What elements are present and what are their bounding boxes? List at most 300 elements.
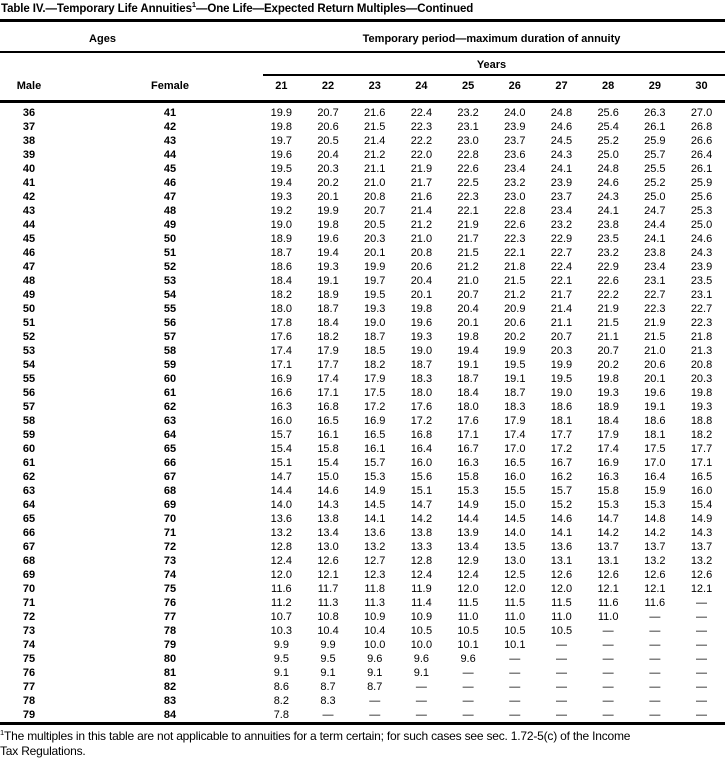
multiple-value-cell: 13.7 <box>644 541 666 553</box>
multiple-value-cell: 20.2 <box>504 331 526 343</box>
multiple-value-cell: 13.2 <box>644 555 666 567</box>
multiple-value-cell: 18.5 <box>364 345 386 357</box>
male-age-cell: 55 <box>22 373 36 385</box>
multiple-value-cell: 25.5 <box>644 163 666 175</box>
multiple-value-cell: 19.3 <box>317 261 339 273</box>
multiple-value-cell: 21.8 <box>690 331 713 343</box>
multiple-value-cell: 22.1 <box>457 205 479 217</box>
multiple-value-cell: 19.3 <box>270 191 293 203</box>
multiple-value-cell: 16.0 <box>410 457 433 469</box>
multiple-value-cell: 13.0 <box>317 541 339 553</box>
multiple-value-cell: 24.6 <box>690 233 713 245</box>
multiple-value-cell: 20.6 <box>644 359 666 371</box>
multiple-value-cell: 12.1 <box>644 583 666 595</box>
multiple-value-cell: 14.2 <box>597 527 619 539</box>
multiple-value-cell: 26.3 <box>644 107 666 119</box>
multiple-value-cell: 17.4 <box>270 345 293 357</box>
multiple-value-cell: 20.5 <box>317 135 339 147</box>
multiple-value-cell: 21.2 <box>457 261 479 273</box>
multiple-value-cell: 23.1 <box>690 289 713 301</box>
multiple-value-cell: 23.4 <box>550 205 573 217</box>
multiple-value-cell: — <box>649 611 661 623</box>
multiple-value-cell: — <box>555 667 567 679</box>
male-age-cell: 50 <box>22 303 36 315</box>
multiple-value-cell: 15.0 <box>504 499 526 511</box>
multiple-value-cell: 24.3 <box>690 247 713 259</box>
header-rule <box>0 51 725 53</box>
multiple-value-cell: 11.0 <box>597 611 619 623</box>
multiple-value-cell: 14.6 <box>317 485 339 497</box>
male-age-cell: 60 <box>22 443 36 455</box>
multiple-value-cell: 16.3 <box>457 457 479 469</box>
female-age-cell: 78 <box>163 625 177 637</box>
multiple-value-cell: 19.1 <box>644 401 666 413</box>
female-age-cell: 73 <box>163 555 177 567</box>
multiple-value-cell: 11.7 <box>317 583 339 595</box>
multiple-value-cell: 11.3 <box>364 597 386 609</box>
multiple-value-cell: 17.9 <box>597 429 619 441</box>
multiple-value-cell: 19.9 <box>270 107 293 119</box>
multiple-value-cell: 19.8 <box>690 387 713 399</box>
multiple-value-cell: 19.9 <box>550 359 573 371</box>
multiple-value-cell: 19.0 <box>364 317 386 329</box>
multiple-value-cell: 13.0 <box>504 555 526 567</box>
multiple-value-cell: 21.2 <box>410 219 433 231</box>
multiple-value-cell: 9.6 <box>413 653 430 665</box>
multiple-value-cell: — <box>602 695 614 707</box>
multiple-value-cell: 10.1 <box>457 639 479 651</box>
footnote-marker: 1 <box>0 728 4 737</box>
female-age-cell: 53 <box>163 275 177 287</box>
multiple-value-cell: 17.2 <box>550 443 573 455</box>
multiple-value-cell: 16.0 <box>270 415 293 427</box>
male-age-cell: 64 <box>22 499 36 511</box>
multiple-value-cell: 25.0 <box>644 191 666 203</box>
multiple-value-cell: 20.5 <box>364 219 386 231</box>
multiple-value-cell: 11.4 <box>411 597 432 609</box>
multiple-value-cell: — <box>555 639 567 651</box>
multiple-value-cell: 13.2 <box>690 555 713 567</box>
female-age-cell: 66 <box>163 457 177 469</box>
multiple-value-cell: 15.4 <box>270 443 293 455</box>
male-age-cell: 44 <box>22 219 36 231</box>
multiple-value-cell: 22.9 <box>550 233 573 245</box>
multiple-value-cell: 14.6 <box>550 513 573 525</box>
multiple-value-cell: 17.9 <box>317 345 339 357</box>
female-age-cell: 72 <box>163 541 177 553</box>
multiple-value-cell: — <box>462 681 474 693</box>
multiple-value-cell: 20.2 <box>317 177 339 189</box>
column-header-row <box>0 80 725 92</box>
multiple-value-cell: 16.6 <box>270 387 293 399</box>
multiple-value-cell: — <box>509 709 521 721</box>
multiple-value-cell: 25.0 <box>597 149 619 161</box>
multiple-value-cell: 25.9 <box>690 177 713 189</box>
multiple-value-cell: 23.4 <box>504 163 526 175</box>
multiple-value-cell: 18.1 <box>644 429 666 441</box>
multiple-value-cell: 10.3 <box>270 625 293 637</box>
multiple-value-cell: 23.8 <box>597 219 619 231</box>
multiple-value-cell: 18.0 <box>410 387 433 399</box>
multiple-value-cell: — <box>696 695 708 707</box>
multiple-value-cell: 19.0 <box>410 345 433 357</box>
multiple-value-cell: 22.4 <box>550 261 573 273</box>
multiple-value-cell: — <box>555 681 567 693</box>
female-age-cell: 77 <box>163 611 177 623</box>
female-age-cell: 84 <box>163 709 177 721</box>
male-age-cell: 70 <box>22 583 36 595</box>
multiple-value-cell: 15.3 <box>597 499 619 511</box>
multiple-value-cell: 21.0 <box>457 275 479 287</box>
multiple-value-cell: 22.0 <box>410 149 433 161</box>
multiple-value-cell: 10.5 <box>504 625 526 637</box>
multiple-value-cell: 23.0 <box>504 191 526 203</box>
male-age-cell: 79 <box>22 709 36 721</box>
multiple-value-cell: 15.7 <box>550 485 573 497</box>
multiple-value-cell: — <box>509 681 521 693</box>
multiple-value-cell: — <box>509 695 521 707</box>
female-age-cell: 83 <box>163 695 177 707</box>
multiple-value-cell: 22.3 <box>410 121 433 133</box>
multiple-value-cell: 22.2 <box>410 135 433 147</box>
multiple-value-cell: 17.0 <box>644 457 666 469</box>
multiple-value-cell: 18.7 <box>410 359 433 371</box>
multiple-value-cell: 15.4 <box>690 499 713 511</box>
male-age-cell: 78 <box>22 695 36 707</box>
multiple-value-cell: 16.5 <box>504 457 526 469</box>
multiple-value-cell: 12.6 <box>597 569 619 581</box>
multiple-value-cell: 19.1 <box>457 359 479 371</box>
multiple-value-cell: 17.6 <box>410 401 433 413</box>
multiple-value-cell: 22.2 <box>597 289 619 301</box>
multiple-value-cell: — <box>696 639 708 651</box>
female-age-cell: 54 <box>163 289 177 301</box>
multiple-value-cell: 12.6 <box>690 569 713 581</box>
multiple-value-cell: 21.7 <box>550 289 573 301</box>
multiple-value-cell: 13.7 <box>690 541 713 553</box>
female-age-cell: 75 <box>163 583 177 595</box>
multiple-value-cell: 10.4 <box>364 625 386 637</box>
multiple-value-cell: 13.4 <box>457 541 479 553</box>
multiple-value-cell: 23.2 <box>457 107 479 119</box>
multiple-value-cell: 19.9 <box>317 205 339 217</box>
female-age-cell: 51 <box>163 247 177 259</box>
years-rule <box>263 74 725 76</box>
multiple-value-cell: 24.1 <box>644 233 666 245</box>
multiple-value-cell: 24.5 <box>550 135 573 147</box>
multiple-value-cell: 15.7 <box>364 457 386 469</box>
multiple-value-cell: 8.7 <box>367 681 383 693</box>
year-column-header: 26 <box>508 80 521 92</box>
multiple-value-cell: 20.4 <box>457 303 479 315</box>
multiple-value-cell: 16.8 <box>317 401 339 413</box>
female-age-cell: 59 <box>163 359 177 371</box>
multiple-value-cell: 11.0 <box>457 611 479 623</box>
multiple-value-cell: 13.1 <box>597 555 619 567</box>
multiple-value-cell: 10.1 <box>504 639 526 651</box>
multiple-value-cell: 24.4 <box>644 219 666 231</box>
multiple-value-cell: 14.5 <box>504 513 526 525</box>
multiple-value-cell: 24.8 <box>597 163 619 175</box>
male-column-header: Male <box>16 80 42 92</box>
multiple-value-cell: 18.9 <box>597 401 619 413</box>
multiple-value-cell: 21.1 <box>597 331 619 343</box>
multiple-value-cell: 19.6 <box>317 233 339 245</box>
male-age-cell: 62 <box>22 471 36 483</box>
multiple-value-cell: 17.7 <box>690 443 713 455</box>
multiple-value-cell: 9.6 <box>367 653 383 665</box>
multiple-value-cell: 24.0 <box>504 107 526 119</box>
female-age-cell: 58 <box>163 345 177 357</box>
multiple-value-cell: 22.6 <box>597 275 619 287</box>
multiple-value-cell: 14.4 <box>457 513 479 525</box>
male-age-cell: 76 <box>22 667 36 679</box>
multiple-value-cell: 14.7 <box>597 513 619 525</box>
multiple-value-cell: 18.1 <box>550 415 573 427</box>
female-age-cell: 56 <box>163 317 177 329</box>
multiple-value-cell: 17.9 <box>364 373 386 385</box>
table-title <box>1 0 474 15</box>
multiple-value-cell: 21.4 <box>550 303 573 315</box>
multiple-value-cell: 14.9 <box>364 485 386 497</box>
male-age-cell: 42 <box>22 191 36 203</box>
multiple-value-cell: 22.1 <box>504 247 526 259</box>
multiple-value-cell: 12.0 <box>457 583 479 595</box>
multiple-value-cell: 20.8 <box>364 191 386 203</box>
multiple-value-cell: 18.3 <box>504 401 526 413</box>
multiple-value-cell: 12.5 <box>504 569 526 581</box>
multiple-value-cell: 17.1 <box>317 387 339 399</box>
multiple-value-cell: 26.6 <box>690 135 713 147</box>
multiple-value-cell: 12.1 <box>690 583 713 595</box>
multiple-value-cell: 15.0 <box>317 471 339 483</box>
multiple-value-cell: 19.7 <box>364 275 386 287</box>
multiple-value-cell: 24.7 <box>644 205 666 217</box>
female-age-cell: 63 <box>163 415 177 427</box>
multiple-value-cell: — <box>602 639 614 651</box>
male-age-cell: 43 <box>22 205 36 217</box>
header-body-rule <box>0 100 725 103</box>
multiple-value-cell: 17.6 <box>457 415 479 427</box>
multiple-value-cell: — <box>602 653 614 665</box>
multiple-value-cell: 21.5 <box>644 331 666 343</box>
multiple-value-cell: 22.6 <box>504 219 526 231</box>
multiple-value-cell: 18.0 <box>457 401 479 413</box>
multiple-value-cell: 19.8 <box>597 373 619 385</box>
multiple-value-cell: — <box>462 695 474 707</box>
multiple-value-cell: 20.1 <box>410 289 433 301</box>
multiple-value-cell: 9.1 <box>320 667 336 679</box>
multiple-value-cell: 22.7 <box>690 303 713 315</box>
multiple-value-cell: 11.6 <box>271 583 292 595</box>
multiple-value-cell: 9.6 <box>460 653 476 665</box>
multiple-value-cell: 19.3 <box>690 401 713 413</box>
multiple-value-cell: 11.0 <box>504 611 526 623</box>
multiple-value-cell: 18.4 <box>270 275 293 287</box>
male-age-cell: 63 <box>22 485 36 497</box>
multiple-value-cell: 26.4 <box>690 149 713 161</box>
male-age-cell: 41 <box>22 177 36 189</box>
multiple-value-cell: — <box>696 681 708 693</box>
female-age-cell: 44 <box>163 149 177 161</box>
multiple-value-cell: 9.5 <box>273 653 289 665</box>
multiple-value-cell: 7.8 <box>273 709 289 721</box>
multiple-value-cell: 19.8 <box>270 121 293 133</box>
multiple-value-cell: 23.4 <box>644 261 666 273</box>
multiple-value-cell: 20.1 <box>364 247 386 259</box>
multiple-value-cell: 16.5 <box>364 429 386 441</box>
multiple-value-cell: 10.9 <box>364 611 386 623</box>
multiple-value-cell: 15.8 <box>317 443 339 455</box>
multiple-value-cell: 20.8 <box>690 359 713 371</box>
multiple-value-cell: 15.8 <box>597 485 619 497</box>
female-column-header: Female <box>151 80 189 92</box>
male-age-cell: 38 <box>22 135 36 147</box>
multiple-value-cell: 18.6 <box>644 415 666 427</box>
multiple-value-cell: 10.5 <box>410 625 433 637</box>
multiple-value-cell: 18.0 <box>270 303 293 315</box>
multiple-value-cell: 18.6 <box>270 261 293 273</box>
multiple-value-cell: 11.8 <box>364 583 386 595</box>
year-column-header: 30 <box>695 80 708 92</box>
multiple-value-cell: 19.1 <box>504 373 526 385</box>
multiple-value-cell: 23.1 <box>644 275 666 287</box>
year-column-header: 24 <box>415 80 428 92</box>
multiple-value-cell: 19.5 <box>364 289 386 301</box>
multiple-value-cell: 19.8 <box>457 331 479 343</box>
multiple-value-cell: 12.1 <box>317 569 339 581</box>
multiple-value-cell: 16.7 <box>550 457 573 469</box>
multiple-value-cell: 20.1 <box>457 317 479 329</box>
multiple-value-cell: 14.1 <box>550 527 573 539</box>
multiple-value-cell: — <box>649 639 661 651</box>
multiple-value-cell: 16.1 <box>317 429 339 441</box>
title-footnote-marker: 1 <box>191 0 196 10</box>
male-age-cell: 40 <box>22 163 36 175</box>
male-age-cell: 58 <box>22 415 36 427</box>
multiple-value-cell: 11.5 <box>504 597 526 609</box>
multiple-value-cell: 21.0 <box>410 233 433 245</box>
multiple-value-cell: 17.6 <box>270 331 293 343</box>
multiple-value-cell: 14.9 <box>457 499 479 511</box>
multiple-value-cell: 21.5 <box>597 317 619 329</box>
multiple-value-cell: 15.1 <box>270 457 293 469</box>
multiple-value-cell: 23.2 <box>550 219 573 231</box>
female-age-cell: 57 <box>163 331 177 343</box>
multiple-value-cell: 11.0 <box>551 611 572 623</box>
multiple-value-cell: 18.6 <box>550 401 573 413</box>
multiple-value-cell: 19.8 <box>410 303 433 315</box>
male-age-cell: 65 <box>22 513 36 525</box>
female-age-cell: 74 <box>163 569 177 581</box>
multiple-value-cell: 15.1 <box>410 485 433 497</box>
male-age-cell: 57 <box>22 401 36 413</box>
multiple-value-cell: 8.7 <box>320 681 336 693</box>
multiple-value-cell: 22.5 <box>457 177 479 189</box>
multiple-value-cell: — <box>602 667 614 679</box>
multiple-value-cell: 21.6 <box>410 191 433 203</box>
multiple-value-cell: 24.6 <box>550 121 573 133</box>
multiple-value-cell: 23.9 <box>504 121 526 133</box>
male-age-cell: 67 <box>22 541 36 553</box>
multiple-value-cell: 17.2 <box>364 401 386 413</box>
multiple-value-cell: 17.1 <box>457 429 479 441</box>
footnote-line-1: The multiples in this table are not applicable to annuities for a term certain; for such cases see sec. 1.72-5(c) of the Income <box>3 729 631 743</box>
multiple-value-cell: 18.4 <box>457 387 479 399</box>
male-age-cell: 47 <box>22 261 36 273</box>
multiple-value-cell: 16.5 <box>317 415 339 427</box>
male-age-cell: 51 <box>22 317 36 329</box>
male-age-cell: 69 <box>22 569 36 581</box>
female-age-cell: 82 <box>163 681 177 693</box>
multiple-value-cell: 25.3 <box>690 205 713 217</box>
multiple-value-cell: 18.8 <box>690 415 713 427</box>
multiple-value-cell: 16.0 <box>690 485 713 497</box>
multiple-value-cell: 19.6 <box>644 387 666 399</box>
multiple-value-cell: 16.7 <box>457 443 479 455</box>
multiple-value-cell: 18.3 <box>410 373 433 385</box>
multiple-value-cell: 12.4 <box>270 555 293 567</box>
multiple-value-cell: 12.1 <box>597 583 619 595</box>
multiple-value-cell: — <box>415 709 427 721</box>
multiple-value-cell: — <box>649 709 661 721</box>
multiple-value-cell: 13.6 <box>364 527 386 539</box>
multiple-value-cell: 15.9 <box>644 485 666 497</box>
multiple-value-cell: 17.1 <box>270 359 293 371</box>
multiple-value-cell: 14.0 <box>270 499 293 511</box>
year-column-header: 29 <box>648 80 661 92</box>
multiple-value-cell: — <box>415 681 427 693</box>
table-title-prefix: Table IV.—Temporary Life Annuities <box>1 3 192 15</box>
male-age-cell: 66 <box>22 527 36 539</box>
multiple-value-cell: 14.1 <box>364 513 386 525</box>
female-age-cell: 69 <box>163 499 177 511</box>
multiple-value-cell: 25.6 <box>597 107 619 119</box>
multiple-value-cell: 12.9 <box>457 555 479 567</box>
multiple-value-cell: 10.8 <box>317 611 339 623</box>
multiple-value-cell: 17.8 <box>270 317 293 329</box>
multiple-value-cell: 25.9 <box>644 135 666 147</box>
multiple-value-cell: 19.2 <box>270 205 293 217</box>
multiple-value-cell: 21.9 <box>644 317 666 329</box>
multiple-value-cell: 22.3 <box>644 303 666 315</box>
multiple-value-cell: — <box>696 653 708 665</box>
annuity-multiples-table <box>0 106 725 722</box>
multiple-value-cell: 12.0 <box>550 583 573 595</box>
multiple-value-cell: 17.5 <box>644 443 666 455</box>
multiple-value-cell: 12.0 <box>270 569 293 581</box>
multiple-value-cell: 25.2 <box>644 177 666 189</box>
multiple-value-cell: — <box>509 653 521 665</box>
multiple-value-cell: 24.1 <box>597 205 619 217</box>
multiple-value-cell: 18.7 <box>457 373 479 385</box>
female-age-cell: 46 <box>163 177 177 189</box>
multiple-value-cell: 24.6 <box>597 177 619 189</box>
multiple-value-cell: — <box>696 597 708 609</box>
multiple-value-cell: 20.7 <box>550 331 573 343</box>
male-age-cell: 46 <box>22 247 36 259</box>
male-age-cell: 49 <box>22 289 36 301</box>
multiple-value-cell: 19.5 <box>504 359 526 371</box>
multiple-value-cell: 14.3 <box>690 527 713 539</box>
multiple-value-cell: 16.2 <box>550 471 573 483</box>
multiple-value-cell: — <box>555 653 567 665</box>
multiple-value-cell: 14.2 <box>644 527 666 539</box>
multiple-value-cell: 17.1 <box>690 457 713 469</box>
multiple-value-cell: — <box>696 625 708 637</box>
multiple-value-cell: 19.3 <box>410 331 433 343</box>
multiple-value-cell: 19.4 <box>457 345 479 357</box>
